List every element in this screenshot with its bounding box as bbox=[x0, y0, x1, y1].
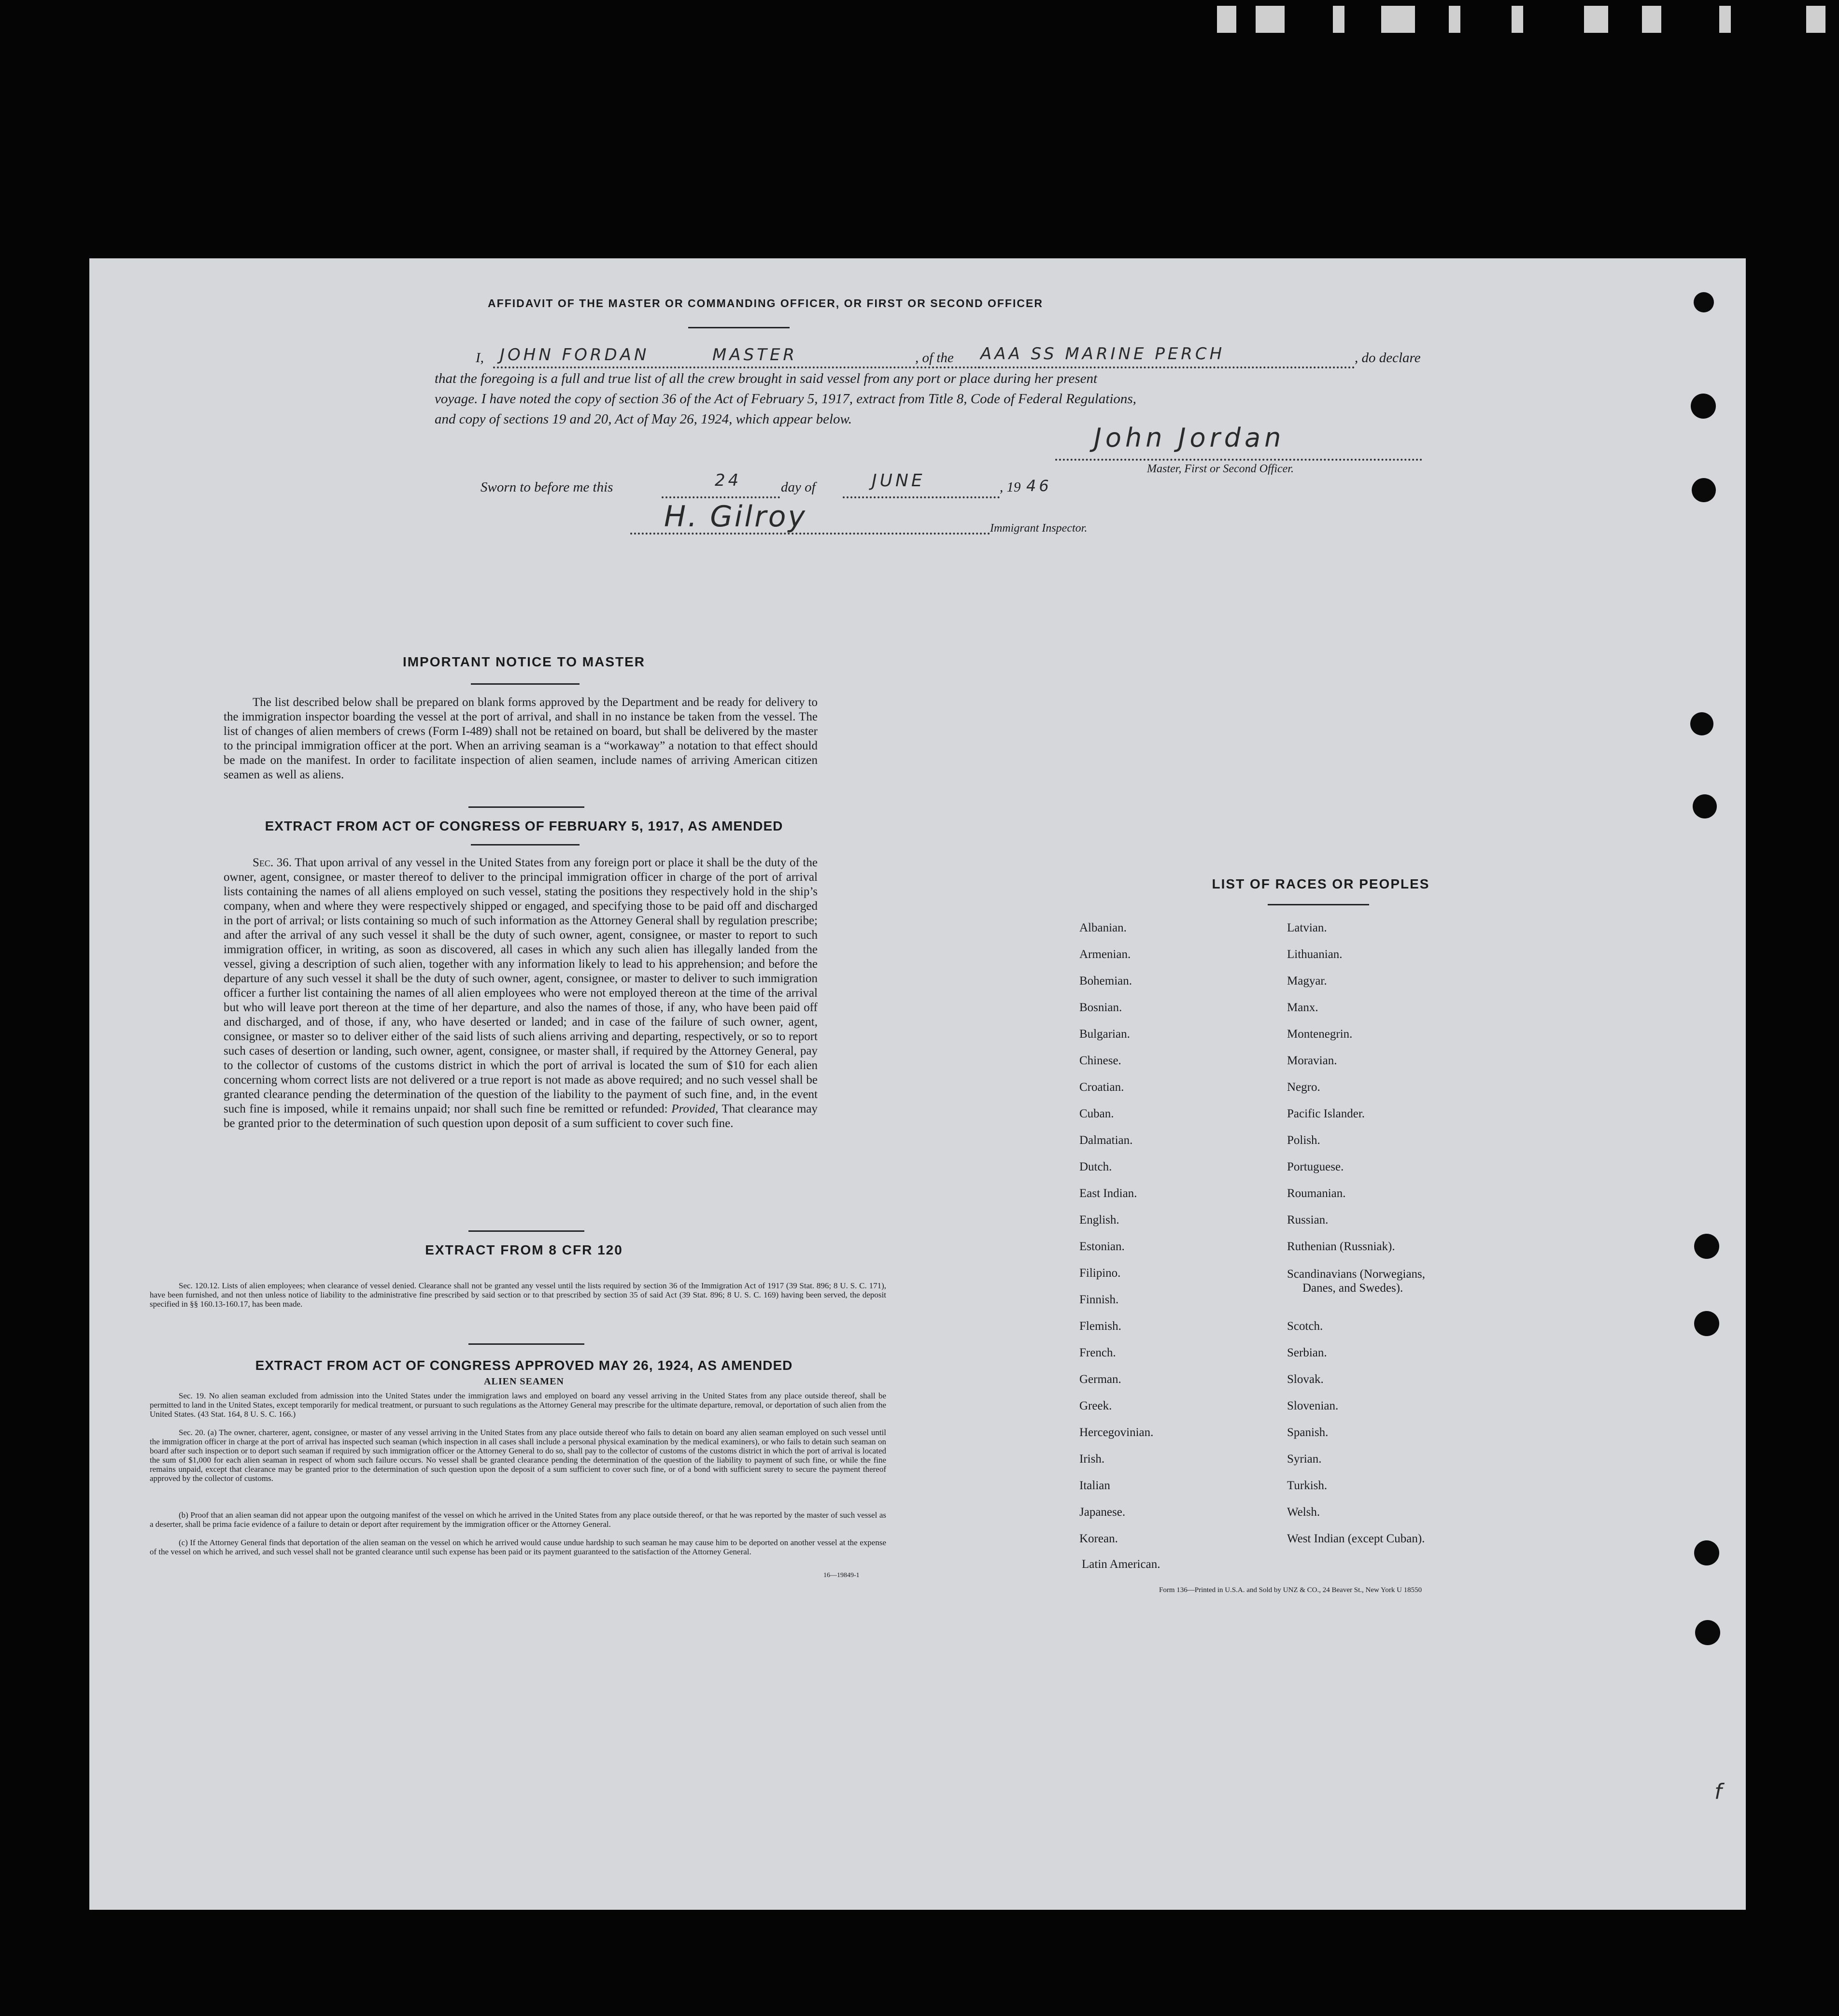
race-item: Polish. bbox=[1287, 1134, 1320, 1147]
affidavit-do-declare: , do declare bbox=[1355, 350, 1421, 366]
race-item: Greek. bbox=[1079, 1399, 1112, 1412]
race-item: Scandinavians (Norwegians, bbox=[1287, 1268, 1426, 1281]
cfr-body: Sec. 120.12. Lists of alien employees; when clearance of vessel denied. Clearance shall not be granted any vessel until the lists required by section 36 of the Immigration Act of 1917 (39 Stat. 896; 8 U. S. C. 171), have been furnished, and not then unless notice of liability to the administrative fine prescribed by said section or to that prescribed by section 35 of said Act (39 Stat. 896; 8 U. S. C. 169) having been served, the deposit specified in §§ 160.13-160.17, has been made. bbox=[150, 1281, 886, 1309]
race-item: Pacific Islander. bbox=[1287, 1107, 1365, 1120]
section-20a-text: Sec. 20. (a) The owner, charterer, agent, consignee, or master of any vessel arriving in the United States from any place outside thereof who fails to detain on board any alien seaman employed on such vessel until the immigration officer in charge at the port of arrival has inspected such seaman (which inspection in all cases shall include a personal physical examination by the medical examiners), or who fails to detain such seaman on board after such inspection or to deport such seaman if required by such immigration officer or the Attorney General to do so, shall pay to the collector of customs of the customs district in which the port of arrival is located the sum of $1,000 for each alien seaman in respect of whom such failure occurs. No vessel shall be granted clearance pending the determination of the question of the liability to payment of such fine, or while the fine remains unpaid, except that clearance may be granted prior to the determination of such question upon the deposit of a sum sufficient to cover such fine, or of a bond with sufficient surety to secure the payment thereof approved by the collector of customs. bbox=[150, 1428, 886, 1483]
race-item: Spanish. bbox=[1287, 1426, 1329, 1439]
race-item: Lithuanian. bbox=[1287, 948, 1343, 961]
race-item: Serbian. bbox=[1287, 1346, 1327, 1359]
film-frame-mark bbox=[1381, 6, 1415, 33]
section-20b-text: (b) Proof that an alien seaman did not appear upon the outgoing manifest of the vessel on which he arrived in the United States from any place outside thereof, or that he was reported by the master of such vessel as a deserter, shall be prima facie evidence of a failure to detain or deport after requirement by the immigration officer or the Attorney General. bbox=[150, 1510, 886, 1529]
year-prefix: , 19 bbox=[1000, 479, 1021, 495]
race-item: Russian. bbox=[1287, 1213, 1329, 1227]
race-item: Dalmatian. bbox=[1079, 1134, 1133, 1147]
master-name-handwritten: JOHN FORDAN bbox=[500, 345, 650, 365]
race-item: Hercegovinian. bbox=[1079, 1426, 1154, 1439]
race-item: Danes, and Swedes). bbox=[1302, 1282, 1403, 1295]
race-item: Italian bbox=[1079, 1479, 1110, 1492]
day-fill-line bbox=[662, 496, 780, 498]
section-36-label: Sec. 36. bbox=[253, 856, 292, 869]
inspector-signature: H. Gilroy bbox=[664, 500, 807, 534]
race-item: Filipino. bbox=[1079, 1267, 1121, 1280]
film-frame-mark bbox=[1719, 6, 1731, 33]
punch-hole bbox=[1694, 1311, 1719, 1336]
punch-hole bbox=[1693, 794, 1717, 818]
affidavit-line-3: voyage. I have noted the copy of section 36 of the Act of February 5, 1917, extract from Title 8, Code of Federal Regulations, bbox=[435, 391, 1136, 407]
film-frame-mark bbox=[1449, 6, 1460, 33]
race-item: Bosnian. bbox=[1079, 1001, 1122, 1014]
film-frame-mark bbox=[1333, 6, 1344, 33]
cfr-divider bbox=[468, 1343, 584, 1345]
signature-line bbox=[1055, 459, 1422, 461]
vessel-fill-line bbox=[978, 367, 1355, 368]
day-of-text: day of bbox=[781, 479, 816, 495]
punch-hole bbox=[1690, 712, 1713, 735]
race-item: Slovenian. bbox=[1287, 1399, 1339, 1412]
inspector-caption: Immigrant Inspector. bbox=[990, 522, 1088, 535]
affidavit-line-4: and copy of sections 19 and 20, Act of May 26, 1924, which appear below. bbox=[435, 411, 852, 427]
race-item: Finnish. bbox=[1079, 1293, 1119, 1306]
notice-body: The list described below shall be prepared on blank forms approved by the Department and be ready for delivery to the immigration inspector boarding the vessel at the port of arrival, and shall in no instance be taken from the vessel. The list of changes of alien members of crews (Form I-489) shall not be retained on board, but shall be delivered by the master to the principal immigration officer at the port. When an arriving seaman is a “workaway” a notation to that effect should be made on the manifest. In order to facilitate inspection of alien seamen, include names of arriving American citizen seamen as well as aliens. bbox=[224, 696, 818, 781]
margin-mark: f bbox=[1714, 1779, 1725, 1804]
race-item: Roumanian. bbox=[1287, 1187, 1346, 1200]
race-item: Slovak. bbox=[1287, 1373, 1324, 1386]
section-36-body: That upon arrival of any vessel in the United States from any foreign port or place it shall be the duty of the owner, agent, consignee, or master thereof to deliver to the principal immigration officer in charge of the port of arrival lists containing the names of all aliens employed on such vessel, stating the positions they respectively hold in the ship’s company, when and where they were respectively shipped or engaged, and specifying those to be paid off and discharged in the port of arrival; or lists containing so much of such information as the Attorney General shall by regulation prescribe; and after the arrival of any such vessel it shall be the duty of such owner, agent, consignee, or master to report to such immigration officer, in writing, as soon as discovered, all cases in which any such alien has illegally landed from the vessel, giving a description of such alien, together with any information likely to lead to his apprehension; and before the departure of any such vessel it shall be the duty of such owner, agent, consignee, or master to deliver to such immigration officer a further list containing the names of all alien employees who were not employed thereon at the time of the arrival but who will leave port thereon at the time of her departure, and also the names of those, if any, who have been paid off and discharged, and of those, if any, who have deserted or landed; and in case of the failure of such owner, agent, consignee, or master so to deliver either of the said lists of such aliens arriving and departing, respectively, or so to report such cases of desertion or landing, such owner, agent, consignee, or master shall, if required by the Attorney General, pay to the collector of customs of the customs district in which the port of arrival is located the sum of $10 for each alien concerning whom correct lists are not delivered or a true report is not made as above required; and no such vessel shall be granted clearance pending the determination of the question of the liability to the payment of such fine, and, in the event such fine is imposed, while it remains unpaid; nor shall such fine be remitted or refunded: bbox=[224, 856, 818, 1115]
rank-handwritten: MASTER bbox=[712, 345, 798, 365]
sworn-text: Sworn to before me this bbox=[481, 479, 613, 495]
extract-1917-divider bbox=[468, 1230, 584, 1232]
race-item: Bohemian. bbox=[1079, 974, 1132, 987]
punch-hole bbox=[1692, 478, 1716, 502]
section-19-text: Sec. 19. No alien seaman excluded from admission into the United States under the immigration laws and employed on board any vessel arriving in the United States from any place outside thereof, shall be permitted to land in the United States, except temporarily for medical treatment, or pursuant to such regulations as the Attorney General may prescribe for the ultimate departure, removal, or deportation of such alien from the United States. (43 Stat. 164, 8 U. S. C. 166.) bbox=[150, 1391, 886, 1419]
title-underline bbox=[688, 327, 790, 328]
race-item: Bulgarian. bbox=[1079, 1028, 1130, 1041]
race-item: Latvian. bbox=[1287, 921, 1327, 934]
proviso-label: Provided, bbox=[671, 1102, 719, 1115]
film-frame-mark bbox=[1217, 6, 1236, 33]
race-item: Welsh. bbox=[1287, 1506, 1320, 1519]
extract-1917-title: EXTRACT FROM ACT OF CONGRESS OF FEBRUARY 5, 1917, AS AMENDED bbox=[265, 818, 783, 833]
notice-title: IMPORTANT NOTICE TO MASTER bbox=[402, 654, 646, 669]
race-item: English. bbox=[1079, 1213, 1119, 1227]
race-item: Armenian. bbox=[1079, 948, 1131, 961]
race-item: Ruthenian (Russniak). bbox=[1287, 1240, 1395, 1253]
film-frame-mark bbox=[1642, 6, 1661, 33]
punch-hole bbox=[1695, 1620, 1720, 1645]
form-footer: Form 136—Printed in U.S.A. and Sold by UNZ & CO., 24 Beaver St., New York U 18550 bbox=[1159, 1586, 1422, 1594]
month-fill-line bbox=[843, 496, 1000, 498]
affidavit-i: I, bbox=[476, 350, 484, 366]
section-20c-text: (c) If the Attorney General finds that deportation of the alien seaman on the vessel on which he arrived would cause undue hardship to such seaman he may cause him to be deported on another vessel at the expense of the vessel on which he arrived, and such vessel shall not be granted clearance until such expense has been paid or its payment guaranteed to the satisfaction of the Attorney General. bbox=[150, 1538, 886, 1556]
race-item: Portuguese. bbox=[1287, 1160, 1344, 1173]
race-item: Croatian. bbox=[1079, 1081, 1124, 1094]
race-item: Magyar. bbox=[1287, 974, 1327, 987]
print-code: 16—19849-1 bbox=[823, 1572, 860, 1579]
race-item: Chinese. bbox=[1079, 1054, 1121, 1067]
master-signature: John Jordan bbox=[1094, 423, 1285, 453]
race-item: Dutch. bbox=[1079, 1160, 1112, 1173]
race-item: Korean. bbox=[1079, 1532, 1118, 1545]
proviso-text: That clearance may be granted prior to the determination of such question upon deposit of a sum sufficient to cover such fine. bbox=[224, 1102, 818, 1130]
affidavit-fill-line bbox=[493, 367, 981, 368]
punch-hole bbox=[1694, 1540, 1719, 1565]
race-item: Japanese. bbox=[1079, 1506, 1126, 1519]
film-frame-mark bbox=[1806, 6, 1825, 33]
film-strip-header bbox=[0, 0, 1839, 43]
affidavit-of-the: , of the bbox=[915, 350, 954, 366]
race-item: Latin American. bbox=[1082, 1558, 1160, 1571]
notice-title-underline bbox=[471, 683, 580, 685]
year-handwritten: 46 bbox=[1026, 477, 1052, 495]
race-item: Moravian. bbox=[1287, 1054, 1337, 1067]
month-handwritten: JUNE bbox=[872, 471, 925, 491]
races-title-underline bbox=[1268, 904, 1369, 905]
notice-divider bbox=[468, 806, 584, 808]
race-item: Cuban. bbox=[1079, 1107, 1114, 1120]
cfr-title: EXTRACT FROM 8 CFR 120 bbox=[425, 1242, 623, 1257]
extract-1924-title: EXTRACT FROM ACT OF CONGRESS APPROVED MAY 26, 1924, AS AMENDED bbox=[255, 1358, 793, 1373]
extract-1917-underline bbox=[471, 844, 580, 846]
film-frame-mark bbox=[1584, 6, 1608, 33]
race-item: German. bbox=[1079, 1373, 1121, 1386]
race-item: Montenegrin. bbox=[1287, 1028, 1353, 1041]
race-item: Manx. bbox=[1287, 1001, 1318, 1014]
vessel-name-handwritten: AAA SS MARINE PERCH bbox=[980, 344, 1225, 364]
race-item: Turkish. bbox=[1287, 1479, 1328, 1492]
section-36-text bbox=[224, 856, 818, 1131]
race-item: East Indian. bbox=[1079, 1187, 1137, 1200]
alien-seamen-subtitle: ALIEN SEAMEN bbox=[484, 1376, 564, 1387]
punch-hole bbox=[1694, 1234, 1719, 1259]
race-item: West Indian (except Cuban). bbox=[1287, 1532, 1425, 1545]
race-item: Estonian. bbox=[1079, 1240, 1125, 1253]
race-item: Negro. bbox=[1287, 1081, 1320, 1094]
race-item: Irish. bbox=[1079, 1452, 1105, 1466]
document-sheet bbox=[89, 258, 1746, 1910]
punch-hole bbox=[1691, 394, 1716, 419]
race-item: Flemish. bbox=[1079, 1320, 1121, 1333]
race-item: Albanian. bbox=[1079, 921, 1127, 934]
affidavit-title: AFFIDAVIT OF THE MASTER OR COMMANDING OFFICER, OR FIRST OR SECOND OFFICER bbox=[488, 297, 1043, 310]
day-handwritten: 24 bbox=[715, 471, 742, 490]
race-item: Syrian. bbox=[1287, 1452, 1322, 1466]
film-frame-mark bbox=[1256, 6, 1285, 33]
film-frame-mark bbox=[1512, 6, 1523, 33]
races-title: LIST OF RACES OR PEOPLES bbox=[1212, 876, 1430, 891]
race-item: French. bbox=[1079, 1346, 1116, 1359]
punch-hole bbox=[1694, 292, 1714, 312]
signature-caption: Master, First or Second Officer. bbox=[1147, 463, 1294, 475]
race-item: Scotch. bbox=[1287, 1320, 1323, 1333]
affidavit-line-2: that the foregoing is a full and true list of all the crew brought in said vessel from any port or place during her present bbox=[435, 371, 1098, 386]
